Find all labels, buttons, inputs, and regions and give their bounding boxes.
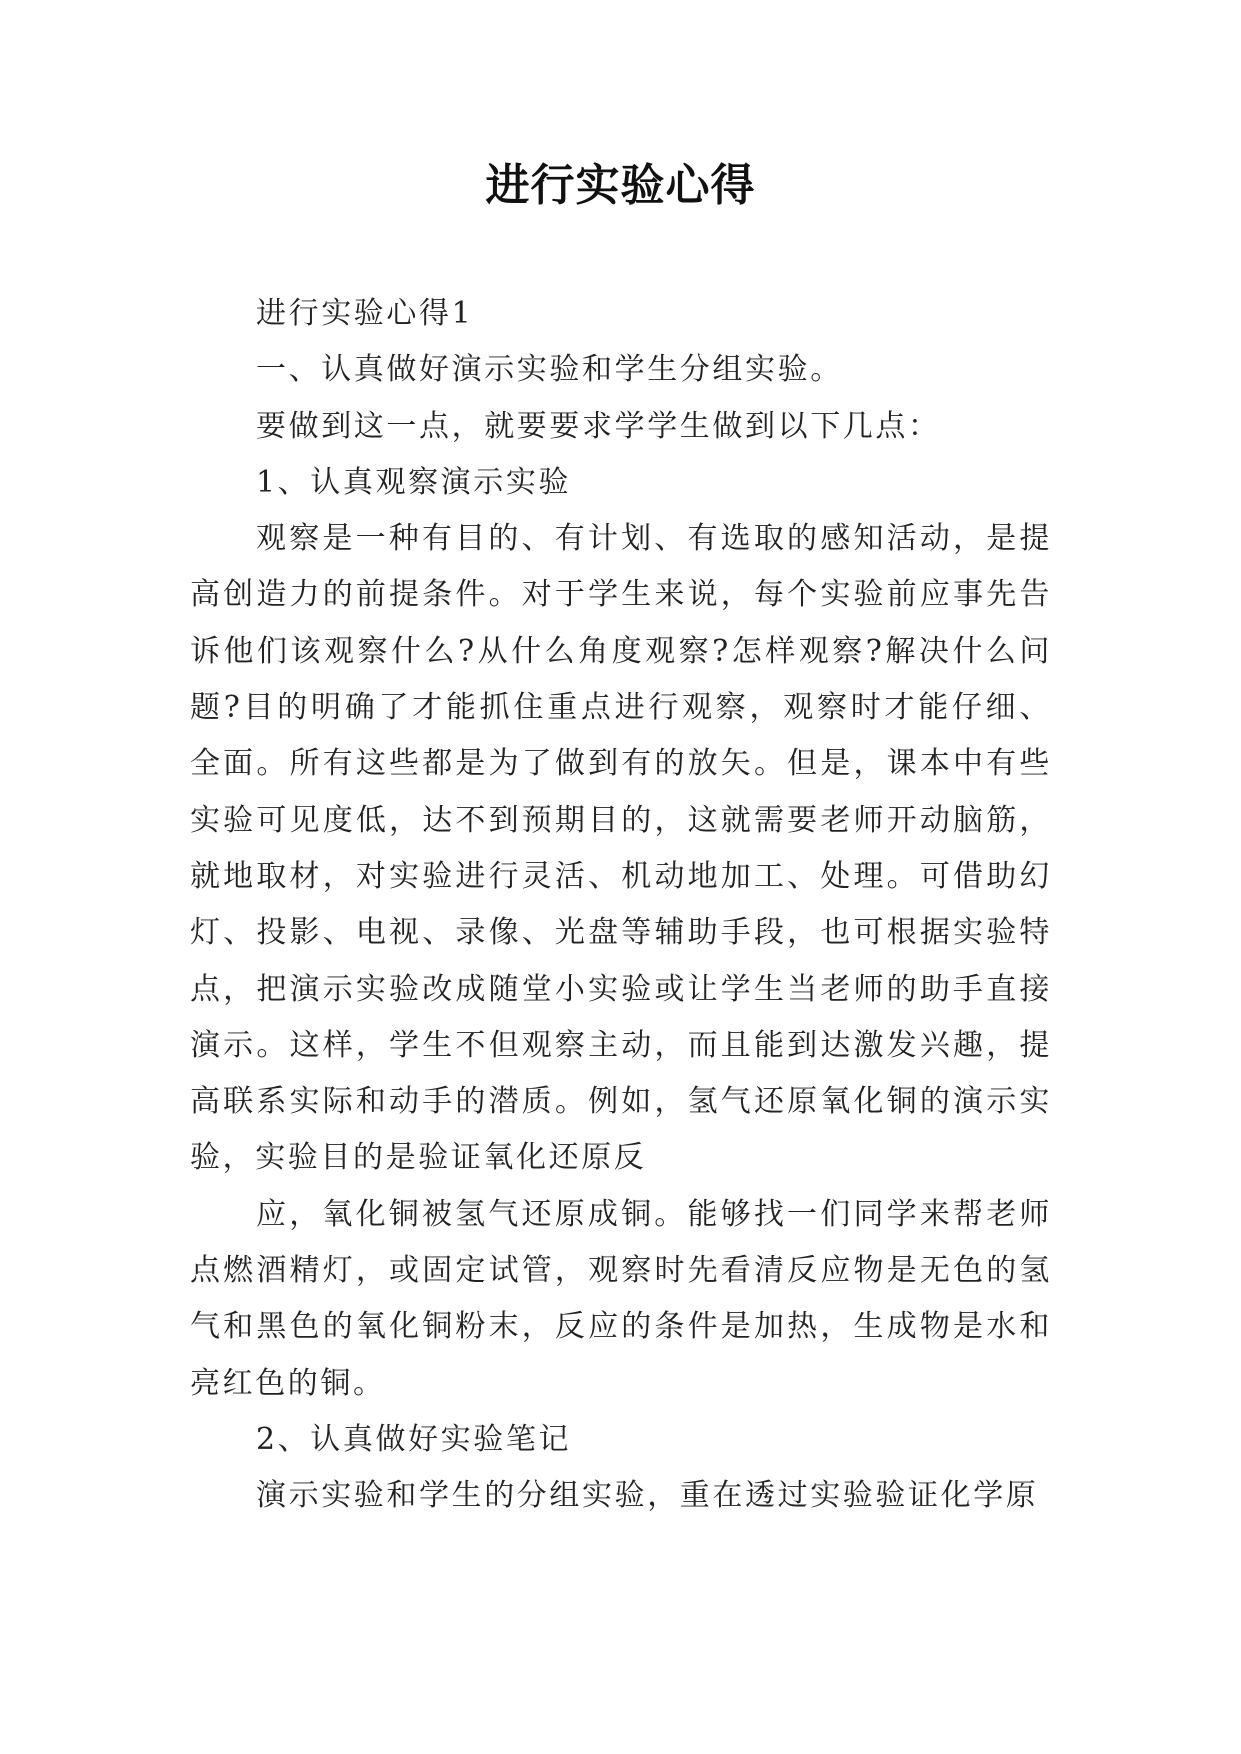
paragraph-subheading-1: 1、认真观察演示实验	[256, 464, 572, 500]
document-title: 进行实验心得	[485, 160, 756, 211]
paragraph-notes: 演示实验和学生的分组实验，重在透过实验验证化学原	[256, 1478, 1039, 1514]
paragraph-subheading-2: 2、认真做好实验笔记	[256, 1421, 572, 1457]
paragraph-heading-1: 进行实验心得1	[256, 296, 474, 331]
paragraph-observation: 观察是一种有目的、有计划、有选取的感知活动，是提高创造力的前提条件。对于学生来说，每个实验前应事先告诉他们该观察什么?从什么角度观察?怎样观察?解决什么问题?目的明确了才能抓住重点进行观察，观察时才能仔细、全面。所有这些都是为了做到有的放矢。但是，课本中有些实验可见度低，达不到预期目的，这就需要老师开动脑筋，就地取材，对实验进行灵活、机动地加工、处理。可借助幻灯、投影、电视、录像、光盘等辅助手段，也可根据实验特点，把演示实验改成随堂小实验或让学生当老师的助手直接演示。这样，学生不但观察主动，而且能到达激发兴趣，提高联系实际和动手的潜质。例如，氢气还原氧化铜的演示实验，实验目的是验证氧化还原反	[190, 521, 1052, 1176]
document-body	[190, 286, 1052, 1525]
paragraph-intro: 要做到这一点，就要要求学学生做到以下几点：	[256, 408, 941, 444]
paragraph-example: 应，氧化铜被氢气还原成铜。能够找一们同学来帮老师点燃酒精灯，或固定试管，观察时先看清反应物是无色的氢气和黑色的氧化铜粉末，反应的条件是加热，生成物是水和亮红色的铜。	[190, 1196, 1052, 1401]
paragraph-section-heading: 一、认真做好演示实验和学生分组实验。	[256, 352, 843, 388]
